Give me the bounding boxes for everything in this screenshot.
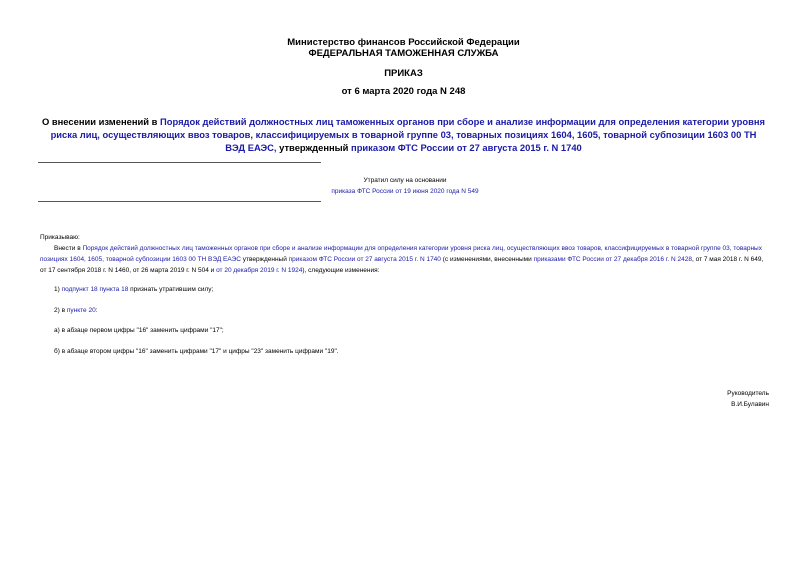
item1-suffix: признать утратившим силу;: [128, 286, 214, 293]
signature-position: Руководитель: [727, 390, 769, 397]
divider-top: [38, 162, 321, 163]
title-prefix: О внесении изменений в: [41, 116, 160, 127]
item-a: а) в абзаце первом цифры "16" заменить цифрами "17";: [54, 327, 224, 334]
intro-link-procedure[interactable]: Порядок действий должностных лиц таможенных органов при сборе и анализе информации для определения категории уровня риска лиц, осуществляющих ввоз товаров, классифицируемых в товарной группе 03, товарных позициях 1604, 1605, товарной субпозиции 1603 00 ТН ВЭД ЕАЭС: [40, 245, 762, 263]
service-name: ФЕДЕРАЛЬНАЯ ТАМОЖЕННАЯ СЛУЖБА: [308, 48, 499, 59]
document-date-number: от 6 марта 2020 года N 248: [341, 86, 466, 97]
order-word: Приказываю:: [40, 234, 80, 241]
title-link-procedure[interactable]: Порядок действий должностных лиц таможенных органов при сборе и анализе информации для определения категории уровня риска лиц, осуществляющих ввоз товаров, классифицируемых в товарной группе 03, товарных позициях 1604, 1605, товарной субпозиции 1603 00 ТН ВЭД ЕАЭС,: [50, 116, 766, 153]
document-type: ПРИКАЗ: [384, 68, 423, 79]
divider-bottom: [38, 201, 321, 202]
expired-notice: [320, 175, 490, 197]
item2-prefix: 2) в: [54, 307, 67, 314]
intro-paragraph: [40, 243, 770, 276]
signature-name: В.И.Булавин: [731, 401, 769, 408]
item1-prefix: 1): [54, 286, 62, 293]
intro-prefix: Внести в: [54, 245, 83, 252]
intro-link-amend-2019[interactable]: от 20 декабря 2019 г. N 1924: [216, 267, 303, 274]
item-1: [54, 285, 213, 295]
intro-mid1: утвержденный: [240, 256, 289, 263]
expired-text: Утратил силу на основании: [363, 177, 447, 184]
intro-link-order[interactable]: приказом ФТС России от 27 августа 2015 г. N 1740: [288, 256, 441, 263]
item2-suffix: :: [95, 307, 98, 314]
title-middle: утвержденный: [276, 142, 352, 153]
document-title: [40, 115, 767, 154]
intro-suffix: ), следующие изменения:: [302, 267, 380, 274]
expired-link[interactable]: приказа ФТС России от 19 июня 2020 года N 549: [331, 188, 479, 195]
intro-mid2: (с изменениями, внесенными: [440, 256, 534, 263]
intro-link-amend-2016[interactable]: приказами ФТС России от 27 декабря 2016 г. N 2428: [533, 256, 692, 263]
item-b: б) в абзаце втором цифры "16" заменить цифрами "17" и цифры "23" заменить цифрами "19".: [54, 348, 339, 355]
item1-link[interactable]: подпункт 18 пункта 18: [61, 286, 129, 293]
intro-mid3: , от 7 мая 2018 г. N 649, от 17 сентября 2018 г. N 1460, от 26 марта 2019 г. N 504 и: [40, 256, 764, 274]
ministry-name: Министерство финансов Российской Федерации: [287, 37, 520, 48]
item2-link[interactable]: пункте 20: [66, 307, 96, 314]
item-2: [54, 306, 98, 316]
title-link-order[interactable]: приказом ФТС России от 27 августа 2015 г. N 1740: [351, 142, 582, 153]
